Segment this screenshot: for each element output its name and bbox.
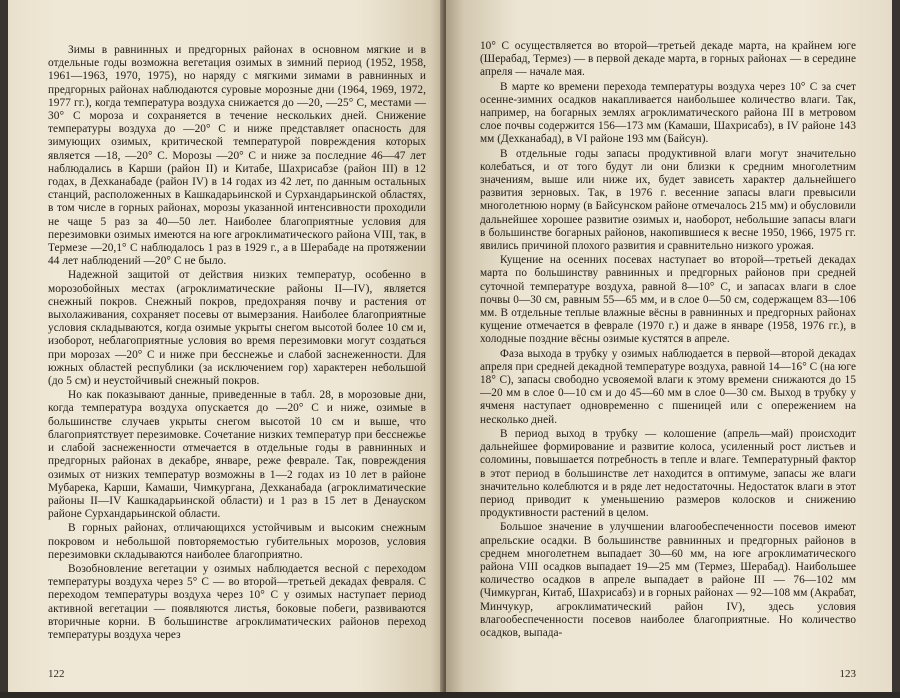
- left-page-text: [48, 44, 426, 642]
- right-page-text: [480, 40, 856, 640]
- paragraph: Но как показывают данные, приведенные в табл. 28, в морозовые дни, когда температура воздуха опускается до —20° С и ниже, озимые в большинстве случаев укрыты снегом высотой 10 см и выше, что благоприятствует перезимовке. Сочетание низких температур при бесснежье и слабой заснеженности отмечается в отдельные годы в равнинных и предгорных районах в декабре, январе, реже феврале. Так, повреждения озимых от низких температур возможны в 1—2 годах из 10 лет в районе Мубарека, Карши, Камаши, Чимкургана, Дехканабада (агроклиматические районы II—IV Кашкадарьинской области) и 1 раз в 15 лет в Денауском районе Сурхандарьинской области.: [48, 389, 426, 521]
- paragraph: В горных районах, отличающихся устойчивым и высоким снежным покровом и небольшой повторяемостью губительных морозов, условия перезимовки складываются наиболее благоприятно.: [48, 522, 426, 561]
- paragraph: В период выход в трубку — колошение (апрель—май) происходит дальнейшее формирование и развитие колоса, усиленный рост листьев и соломины, повышается потребность в тепле и влаге. Температурный фактор в этот период в большинстве лет находится в оптимуме, запасы же влаги значительно колеблются и в ряде лет недостаточны. Недостаток влаги в этот период приводит к уменьшению размеров колосков и снижению продуктивности растений в целом.: [480, 427, 856, 520]
- page-number-right: 123: [839, 668, 856, 680]
- paragraph: Зимы в равнинных и предгорных районах в основном мягкие и в отдельные годы возможна вегетация озимых в зимний период (1952, 1958, 1961—1963, 1970, 1975), но наряду с мягкими зимами в равнинных и предгорных районах наблюдаются суровые морозные дни (1964, 1969, 1972, 1977 гг.), когда температура воздуха снижается до —20, —25° С, местами —30° С мороза и сохраняется в течение нескольких дней. Снижение температуры воздуха до —20° С и ниже представляет опасность для зимующих озимых, критической температурой повреждения которых является —18, —20° С. Морозы —20° С и ниже за последние 46—47 лет наблюдались в Карши (район II) и Китабе, Шахрисабзе (район III) в 12 годах, в Дехканабаде (район IV) в 14 годах из 42 лет, по данным остальных станций, расположенных в Кашкадарьинской и Сурхандарьинской областях, в том числе в горных районах, морозы указанной интенсивности проходили не чаще 5 раз за 40—50 лет. Наиболее благоприятные условия для перезимовки озимых имеются на юге агроклиматического района VIII, так, в Термезе —20,1° С наблюдалось 1 раз в 1929 г., а в Шерабаде на протяжении 44 лет наблюдений —20° С не было.: [48, 44, 426, 268]
- paragraph: В отдельные годы запасы продуктивной влаги могут значительно колебаться, и от того будут ли они близки к средним многолетним значениям, выше или ниже их, будет зависеть характер дальнейшего развития зерновых. Так, в 1976 г. весенние запасы влаги превысили многолетнюю норму (в Байсунском районе отмечалось 215 мм) и обусловили дальнейшее хорошее развитие озимых и, наоборот, небольшие запасы влаги в большинстве богарных районов, накопившиеся к весне 1950, 1966, 1975 гг. явились причиной плохого развития и сравнительно низкого урожая.: [480, 147, 856, 253]
- paragraph: Возобновление вегетации у озимых наблюдается весной с переходом температуры воздуха через 5° С — во второй—третьей декадах февраля. С переходом температуры воздуха через 10° С у озимых наступает период активной вегетации — появляются листья, боковые побеги, развиваются вторичные корни. В большинстве агроклиматических районов переход температуры воздуха через: [48, 562, 426, 641]
- paragraph: Кущение на осенних посевах наступает во второй—третьей декадах марта по большинству равнинных и предгорных районов при средней суточной температуре воздуха, равной 8—10° С, и запасах влаги в слое почвы 0—30 см, равным 55—65 мм, и в слое 0—50 см, содержащем 83—106 мм. В отдельные теплые влажные вёсны в равнинных и предгорных районах кущение отмечается в феврале (1970 г.) и даже в январе (1958, 1976 гг.), в холодные поздние вёсны озимые кустятся в апреле.: [480, 254, 856, 346]
- left-page: [8, 0, 444, 692]
- page-number-left: 122: [48, 668, 65, 680]
- paragraph: В марте ко времени перехода температуры воздуха через 10° С за счет осенне-зимних осадков накапливается наибольшее количество влаги. Так, например, на богарных землях агроклиматического района III в метровом слое почвы содержится 156—173 мм (Камаши, Шахрисабз), в IV районе 143 мм (Дехканабад), в VI районе 193 мм (Байсун).: [480, 80, 856, 146]
- paragraph: 10° С осуществляется во второй—третьей декаде марта, на крайнем юге (Шерабад, Термез) — в первой декаде марта, в горных районах — в середине апреля — начале мая.: [480, 40, 856, 79]
- paragraph: Надежной защитой от действия низких температур, особенно в морозобойных местах (агроклиматические районы II—IV), является снежный покров. Снежный покров, предохраняя почву и растения от выхолаживания, сохраняет посевы от вымерзания. Наиболее благоприятные условия складываются, когда озимые укрыты снегом высотой более 10 см и, изоборот, неблагоприятные условия во время перезимовки могут создаться при морозах —20° С и ниже при бесснежье и слабой заснеженности. Для южных областей республики (за исключением гор) характерен небольшой (до 5 см) и неустойчивый снежный покров.: [48, 269, 426, 388]
- paragraph: Большое значение в улучшении влагообеспеченности посевов имеют апрельские осадки. В большинстве равнинных и предгорных районов в среднем многолетнем выпадает 30—60 мм, на юге агроклиматического района VIII осадков выпадает 19—25 мм (Термез, Шерабад). Наибольшее количество осадков в апреле выпадает в районе III — 76—102 мм (Чимкурган, Китаб, Шахрисабз) и в горных районах — 92—108 мм (Акрабат, Минчукур, агроклиматический район IV), здесь условия влагообеспеченности посевов наиболее благоприятные. Но количество осадков, выпада-: [480, 521, 856, 639]
- paragraph: Фаза выхода в трубку у озимых наблюдается в первой—второй декадах апреля при средней декадной температуре воздуха, равной 14—16° С (на юге 18° С), запасы свободно усвояемой влаги к этому времени снижаются до 15—20 мм в слое 0—10 см и до 45—60 мм в слое 0—30 см. Выход в трубку у ячменя наступает одновременно с пшеницей или с опережением на несколько дней.: [480, 347, 856, 426]
- right-page: [446, 0, 892, 692]
- book-bottom-edge: [0, 692, 900, 698]
